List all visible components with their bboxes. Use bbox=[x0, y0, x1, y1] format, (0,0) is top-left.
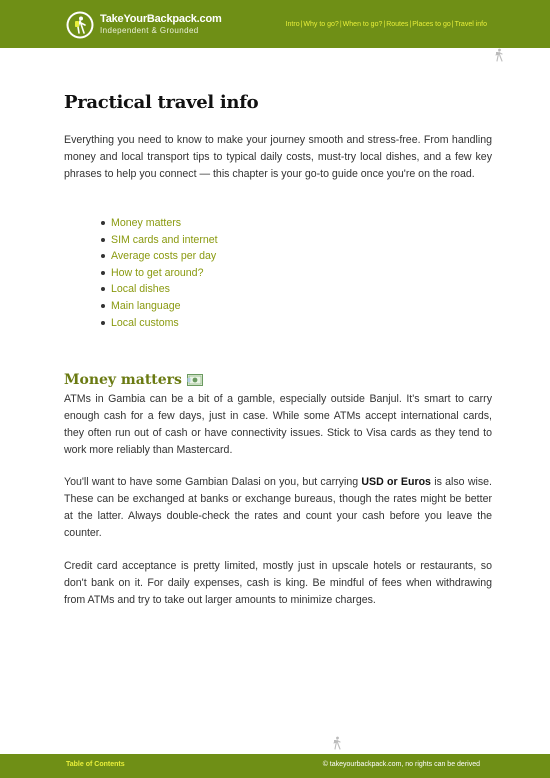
list-item bbox=[101, 248, 218, 265]
nav-separator: | bbox=[409, 21, 412, 28]
list-item bbox=[101, 298, 218, 315]
section-title: Money matters bbox=[64, 372, 182, 388]
nav-separator: | bbox=[383, 21, 386, 28]
chapter-contents-list bbox=[101, 215, 218, 331]
hiker-icon bbox=[331, 736, 343, 750]
toc-link-money-matters[interactable]: Money matters bbox=[111, 217, 182, 229]
paragraph-text: is also wise. These can be exchanged at banks or exchange bureaus, though the rates might be better at the latter. Always double-check the rates and count your cash before you leave the counter. bbox=[64, 476, 492, 539]
money-icon bbox=[187, 374, 203, 386]
top-navigation bbox=[286, 21, 487, 28]
page-header bbox=[0, 0, 550, 48]
list-item bbox=[101, 215, 218, 232]
list-item bbox=[101, 232, 218, 249]
nav-separator: | bbox=[451, 21, 454, 28]
backpacker-logo-icon[interactable] bbox=[66, 11, 94, 39]
toc-link-average-costs[interactable]: Average costs per day bbox=[111, 250, 217, 263]
hiker-icon bbox=[493, 48, 505, 62]
toc-link-local-dishes[interactable]: Local dishes bbox=[111, 283, 170, 296]
nav-item-travel-info[interactable]: Travel info bbox=[454, 21, 487, 28]
intro-paragraph: Everything you need to know to make your journey smooth and stress-free. From handling money and local transport tips to typical daily costs, must-try local dishes, and a few key phrases to help you connect — this chapter is your go-to guide once you're on the road. bbox=[64, 134, 492, 180]
nav-separator: | bbox=[339, 21, 342, 28]
brand-tagline: Independent & Grounded bbox=[100, 26, 199, 35]
list-item bbox=[101, 281, 218, 298]
page-footer bbox=[0, 754, 550, 778]
nav-item-intro[interactable]: Intro bbox=[285, 21, 300, 28]
copyright-notice: © takeyourbackpack.com, no rights can be derived bbox=[322, 761, 480, 768]
toc-link-get-around[interactable]: How to get around? bbox=[111, 266, 204, 279]
paragraph-text: You'll want to have some Gambian Dalasi on you, but carrying bbox=[64, 476, 362, 488]
money-paragraph-atms: ATMs in Gambia can be a bit of a gamble, especially outside Banjul. It's smart to carry enough cash for a few days, just in case. While some ATMs accept international cards, they often run out of cash or have connectivity issues. Stick to Visa cards as they tend to work more reliably than Mastercard. bbox=[64, 393, 492, 456]
toc-link-sim-cards[interactable]: SIM cards and internet bbox=[111, 233, 218, 246]
brand-name: TakeYourBackpack.com bbox=[100, 13, 222, 25]
nav-item-why-to-go[interactable]: Why to go? bbox=[303, 21, 339, 28]
table-of-contents-link[interactable]: Table of Contents bbox=[66, 761, 125, 768]
nav-separator: | bbox=[300, 21, 303, 28]
money-paragraph-cards: Credit card acceptance is pretty limited, mostly just in upscale hotels or restaurants, so don't bank on it. For daily expenses, cash is king. Be mindful of fees when withdrawing from ATMs and try to take out larger amounts to minimize charges. bbox=[64, 560, 492, 606]
section-heading bbox=[64, 372, 203, 388]
list-item bbox=[101, 265, 218, 282]
list-item bbox=[101, 315, 218, 332]
toc-link-local-customs[interactable]: Local customs bbox=[111, 316, 179, 329]
nav-item-when-to-go[interactable]: When to go? bbox=[342, 21, 383, 28]
page-title: Practical travel info bbox=[64, 92, 259, 113]
money-paragraph-currency bbox=[64, 474, 492, 542]
highlighted-currency: USD or Euros bbox=[361, 476, 431, 488]
nav-item-routes[interactable]: Routes bbox=[386, 21, 409, 28]
toc-link-main-language[interactable]: Main language bbox=[111, 299, 181, 312]
nav-item-places-to-go[interactable]: Places to go bbox=[412, 21, 451, 28]
